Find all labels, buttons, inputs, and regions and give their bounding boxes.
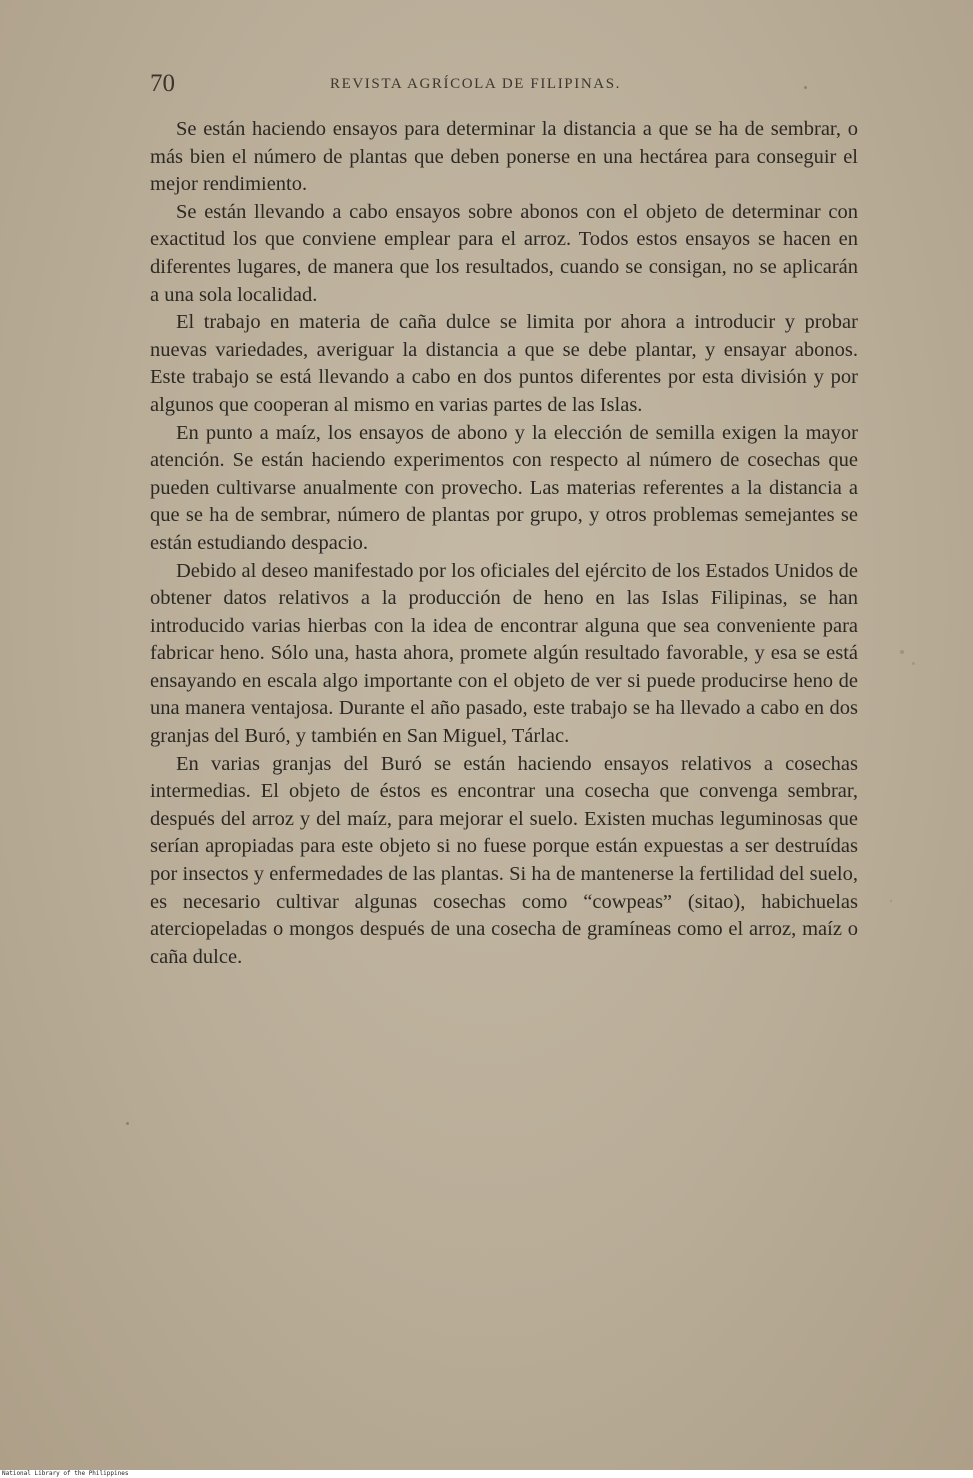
paragraph: En varias granjas del Buró se están haciendo ensayos relativos a cosechas intermedias. El objeto de éstos es encontrar una cosecha que convenga sembrar, después del arroz y del maíz, para mejorar el suelo. Existen muchas leguminosas que serían apropiadas para este objeto si no fuese porque están expuestas a ser destruídas por insectos y enfermedades de las plantas. Si ha de mantenerse la fertilidad del suelo, es necesario cultivar algunas cosechas como “cowpeas” (sitao), habichuelas aterciopeladas o mongos después de una cosecha de gramíneas como el arroz, maíz o caña dulce. xyxy=(150,752,858,968)
paragraph: Se están haciendo ensayos para determinar la distancia a que se ha de sembrar, o más bien el número de plantas que deben ponerse en una hectárea para conseguir el mejor rendimiento. xyxy=(150,118,858,196)
paper-speck xyxy=(890,900,892,902)
library-credit: National Library of the Philippines xyxy=(2,1470,129,1477)
paper-speck xyxy=(900,650,904,654)
paragraph: En punto a maíz, los ensayos de abono y la elección de semilla exigen la mayor atención. Se están haciendo experimentos con respecto al número de cosechas que pueden cultivarse anualmente con provecho. Las materias referentes a la distancia a que se ha de sembrar, número de plantas por grupo, y otros problemas semejantes se están estudiando despacio. xyxy=(150,421,858,554)
page-header xyxy=(150,70,858,100)
paragraph: Debido al deseo manifestado por los oficiales del ejército de los Estados Unidos de obtener datos relativos a la producción de heno en las Islas Filipinas, se han introducido varias hierbas con la idea de encontrar alguna que sea conveniente para fabricar heno. Sólo una, hasta ahora, promete algún resultado favorable, y esa se está ensayando en escala algo importante con el objeto de ver si puede producirse heno de una manera ventajosa. Durante el año pasado, este trabajo se ha llevado a cabo en dos granjas del Buró, y también en San Miguel, Tárlac. xyxy=(150,559,858,748)
footer-strip xyxy=(0,1470,973,1478)
paragraph: El trabajo en materia de caña dulce se limita por ahora a introducir y probar nuevas variedades, averiguar la distancia a que se debe plantar, y ensayar abonos. Este trabajo se está llevando a cabo en dos puntos diferentes por esta división y por algunos que cooperan al mismo en varias partes de las Islas. xyxy=(150,311,858,416)
page-number: 70 xyxy=(150,70,175,97)
paper-speck xyxy=(804,86,807,89)
running-title: REVISTA AGRÍCOLA DE FILIPINAS. xyxy=(330,76,621,92)
body-text xyxy=(150,116,858,971)
paper-speck xyxy=(126,1122,129,1125)
paragraph: Se están llevando a cabo ensayos sobre abonos con el objeto de determinar con exactitud los que conviene emplear para el arroz. Todos estos ensayos se hacen en diferentes lugares, de manera que los resultados, cuando se consigan, no se aplicarán a una sola localidad. xyxy=(150,200,858,306)
paper-speck xyxy=(912,662,915,665)
